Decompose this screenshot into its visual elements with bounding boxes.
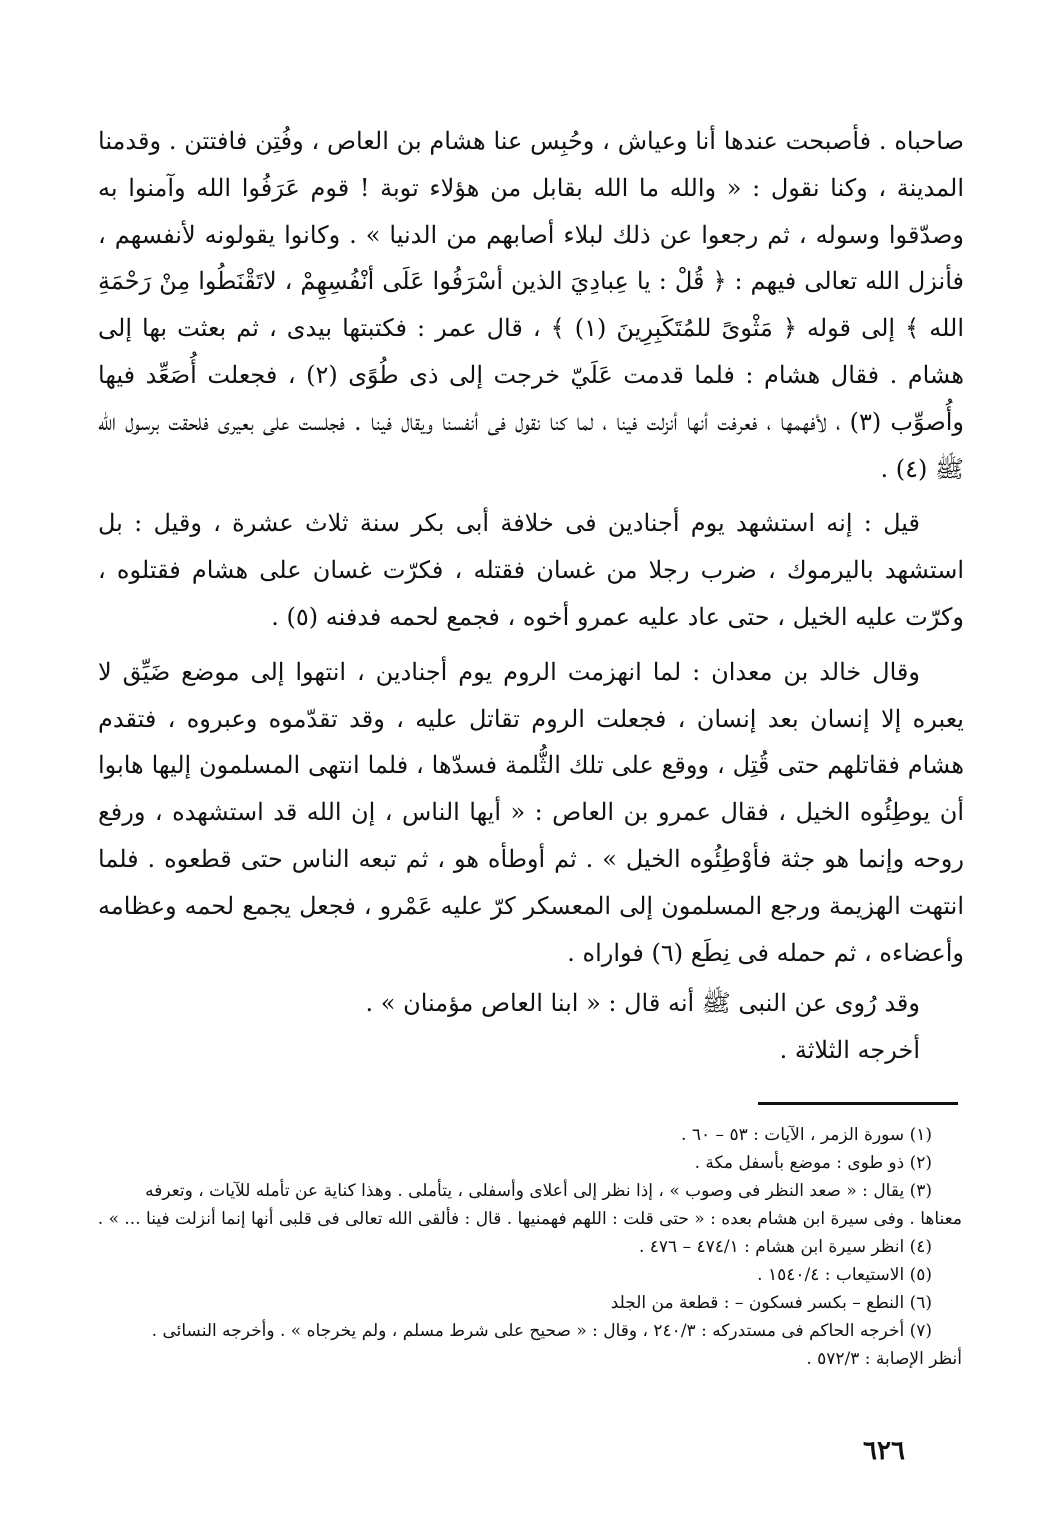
paragraph-khalid-bin-madan: وقال خالد بن معدان : لما انهزمت الروم يوم أجنادين ، انتهوا إلى موضع ضَيِّق لا يعبره إلا إنسان بعد إنسان ، فجعلت الروم تقاتل عليه ، وقد تقدّموه وعبروه ، فتقدم هشام فقاتلهم حتى قُتِل ، ووقع على تلك الثُّلمة فسدّها ، فلما انتهى المسلمون إليها هابوا أن يوطِئُوه الخيل ، فقال عمرو بن العاص : « أيها الناس ، إن الله قد استشهده ، ورفع روحه وإنما هو جثة فأوْطِئُوه الخيل » . ثم أوطأه هو ، ثم تبعه الناس حتى قطعوه . فلما انتهت الهزيمة ورجع المسلمون إلى المعسكر كرّ عليه عَمْرو ، فجعل يجمع لحمه وعظامه وأعضاءه ، ثم حمله فى نِطَع (٦) فواراه .	[98, 657, 965, 967]
footnote-7: (٧) أخرجه الحاكم فى مستدركه : ٢٤٠/٣ ، وقال : « صحيح على شرط مسلم ، ولم يخرجاه » . وأخرجه النسائى .	[151, 1321, 932, 1341]
footnote-7-continuation: أنظر الإصابة : ٥٧٢/٣ .	[806, 1349, 962, 1369]
footnotes	[96, 1121, 962, 1373]
paragraph-conclusion: أخرجه الثلاثة .	[779, 1036, 920, 1065]
footnote-1: (١) سورة الزمر ، الآيات : ٥٣ – ٦٠ .	[681, 1125, 932, 1145]
page-number: ٦٢٦	[863, 1436, 905, 1466]
footnote-3: (٣) يقال : « صعد النظر فى وصوب » ، إذا نظر إلى أعلاى وأسفلى ، يتأملى . وهذا كناية عن تأمله للآيات ، وتعرفه	[145, 1181, 932, 1201]
paragraph-martyrdom: قيل : إنه استشهد يوم أجنادين فى خلافة أبى بكر سنة ثلاث عشرة ، وقيل : بل استشهد باليرموك ، ضرب رجلا من غسان فقتله ، فكرّت غسان على هشام فقتلوه ، وكرّت عليه الخيل ، حتى عاد عليه عمرو أخوه ، فجمع لحمه فدفنه (٥) .	[98, 509, 964, 631]
footnote-5: (٥) الاستيعاب : ١٥٤٠/٤ .	[757, 1265, 932, 1285]
footnote-3-continuation: معناها . وفى سيرة ابن هشام بعده : « حتى قلت : اللهم فهمنيها . قال : فألقى الله تعالى فى قلبى أنها إنما أنزلت فينا ... » .	[97, 1209, 962, 1229]
paragraph-hisham-letter: صاحباه . فأصبحت عندها أنا وعياش ، وحُبِس عنا هشام بن العاص ، وفُتِن فافتتن . وقدمنا المدينة ، وكنا نقول : « والله ما الله بقابل من هؤلاء توبة ! قوم عَرَفُوا الله وآمنوا به وصدّقوا وسوله ، ثم رجعوا عن ذلك لبلاء أصابهم من الدنيا » . وكانوا يقولونه لأنفسهم ، فأنزل الله تعالى فيهم : ﴿ قُلْ : يا عِبادِيَ الذين أسْرَفُوا عَلَى أنْفُسِهِمْ ، لاتَقْنَطُوا مِنْ رَحْمَةِ الله ﴾ إلى قوله ﴿ مَثْوىً للمُتَكَبِرِينَ (١) ﴾ ، قال عمر : فكتبتها بيدى ، ثم بعثت بها إلى هشام . فقال هشام : فلما قدمت عَلَيّ خرجت إلى ذى طُوًى (٢) ، فجعلت أُصَعِّد فيها وأُصوِّب (٣) ، لأفهمها ، فعرفت أنها أنزلت فينا ، لما كنا نقول فى أنفسنا ويقال فينا . فجلست على بعيرى فلحقت برسول الله ﷺ (٤) .	[98, 127, 965, 483]
paragraph-hadith: وقد رُوى عن النبى ﷺ أنه قال : « ابنا العاص مؤمنان » .	[365, 989, 920, 1018]
footnote-separator	[758, 1102, 958, 1105]
footnote-4: (٤) انظر سيرة ابن هشام : ٤٧٤/١ – ٤٧٦ .	[638, 1237, 932, 1257]
main-text	[98, 118, 964, 1074]
footnote-6: (٦) النطع – بكسر فسكون – : قطعة من الجلد	[610, 1293, 932, 1313]
footnote-2: (٢) ذو طوى : موضع بأسفل مكة .	[694, 1153, 932, 1173]
